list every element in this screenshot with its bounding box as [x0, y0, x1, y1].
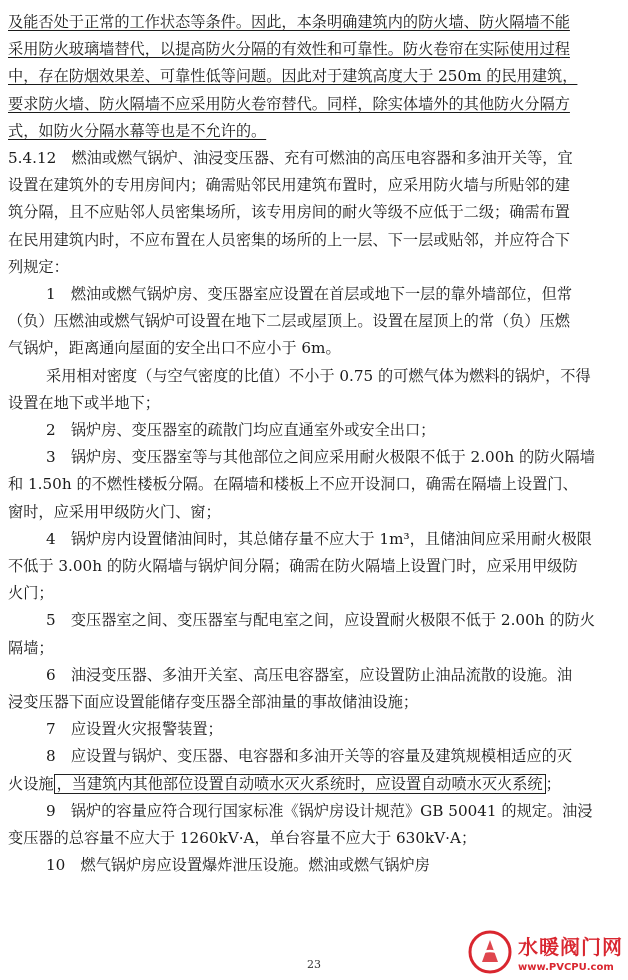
underlined-text: 中，存在防烟效果差、可靠性低等问题。因此对于建筑高度大于 250m 的民用建筑，	[8, 67, 578, 86]
text-segment: 火门；	[8, 584, 54, 603]
text-line	[0, 12, 628, 32]
text-segment: 4 锅炉房内设置储油间时，其总储存量不应大于 1m³，且储油间应采用耐火极限	[46, 529, 592, 548]
text-line	[0, 230, 628, 250]
underlined-text: 及能否处于正常的工作状态等条件。因此，本条明确建筑内的防火墙、防火隔墙不能	[8, 13, 570, 31]
text-segment: 列规定：	[8, 257, 69, 276]
text-segment: 1 燃油或燃气锅炉房、变压器室应设置在首层或地下一层的靠外墙部位，但常	[46, 285, 573, 303]
text-line	[0, 474, 628, 494]
text-line	[0, 502, 628, 522]
text-line	[0, 746, 628, 766]
text-segment: 筑分隔，且不应贴邻人员密集场所，该专用房间的耐火等级不应低于二级；确需布置	[8, 203, 570, 222]
text-line	[0, 175, 628, 195]
text-segment: 变压器的总容量不应大于 1260kV·A，单台容量不应大于 630kV·A；	[8, 829, 477, 847]
text-line	[0, 121, 628, 141]
watermark-logo-icon	[468, 930, 512, 974]
underlined-text: 要求防火墙、防火隔墙不应采用防火卷帘替代。同样，除实体墙外的其他防火分隔方	[8, 94, 570, 113]
text-segment: 2 锅炉房、变压器室的疏散门均应直通室外或安全出口；	[46, 421, 436, 439]
text-segment: 设置在地下或半地下；	[8, 393, 160, 412]
text-segment: 7 应设置火灾报警装置；	[46, 720, 223, 739]
text-segment: 3 锅炉房、变压器室等与其他部位之间应采用耐火极限不低于 2.00h 的防火隔墙	[46, 448, 595, 467]
text-segment: 采用相对密度（与空气密度的比值）不小于 0.75 的可燃气体为燃料的锅炉，不得	[46, 366, 591, 385]
text-line	[0, 338, 628, 358]
text-line	[0, 719, 628, 739]
text-segment: 气锅炉，距离通向屋面的安全出口不应小于 6m。	[8, 339, 341, 358]
watermark-url: www.PVCPU.com	[518, 962, 614, 973]
text-line	[0, 420, 628, 440]
text-segment: 5 变压器室之间、变压器室与配电室之间，应设置耐火极限不低于 2.00h 的防火	[46, 611, 595, 630]
text-segment: 10 燃气锅炉房应设置爆炸泄压设施。燃油或燃气锅炉房	[46, 856, 430, 875]
text-line	[0, 94, 628, 114]
text-line	[0, 148, 628, 168]
text-segment: ；	[545, 774, 561, 793]
text-line	[0, 828, 628, 848]
text-segment: 不低于 3.00h 的防火隔墙与锅炉间分隔；确需在防火隔墙上设置门时，应采用甲级防	[8, 557, 578, 575]
boxed-text-segment: ，当建筑内其他部位设置自动喷水灭火系统时，应设置自动喷水灭火系统	[54, 774, 546, 794]
text-line	[0, 39, 628, 59]
text-line	[0, 202, 628, 222]
text-segment: 和 1.50h 的不燃性楼板分隔。在隔墙和楼板上不应开设洞口，确需在隔墙上设置门、	[8, 475, 578, 494]
text-segment: （负）压燃油或燃气锅炉可设置在地下二层或屋顶上。设置在屋顶上的常（负）压燃	[8, 312, 570, 331]
text-line	[0, 447, 628, 467]
text-line	[0, 284, 628, 304]
text-line	[0, 665, 628, 685]
watermark	[468, 924, 628, 980]
watermark-name: 水暖阀门网	[518, 935, 623, 959]
page-number: 23	[307, 958, 321, 971]
text-line	[0, 610, 628, 630]
text-line	[0, 66, 628, 86]
text-line	[0, 556, 628, 576]
text-line	[0, 774, 628, 794]
underlined-text: 式，如防火分隔水幕等也是不允许的。	[8, 121, 267, 140]
text-segment: 9 锅炉的容量应符合现行国家标准《锅炉房设计规范》GB 50041 的规定。油浸	[46, 801, 593, 820]
text-segment: 窗时，应采用甲级防火门、窗；	[8, 502, 221, 521]
text-segment: 6 油浸变压器、多油开关室、高压电容器室，应设置防止油品流散的设施。油	[46, 665, 573, 684]
text-line	[0, 257, 628, 277]
text-line	[0, 855, 628, 875]
text-line	[0, 692, 628, 712]
text-segment: 浸变压器下面应设置能储存变压器全部油量的事故储油设施；	[8, 693, 419, 711]
text-line	[0, 366, 628, 386]
text-line	[0, 311, 628, 331]
underlined-text: 采用防火玻璃墙替代，以提高防火分隔的有效性和可靠性。防火卷帘在实际使用过程	[8, 40, 570, 59]
text-line	[0, 393, 628, 413]
text-segment: 在民用建筑内时，不应布置在人员密集的场所的上一层、下一层或贴邻，并应符合下	[8, 230, 570, 249]
text-line	[0, 638, 628, 658]
text-segment: 设置在建筑外的专用房间内；确需贴邻民用建筑布置时，应采用防火墙与所贴邻的建	[8, 176, 570, 195]
text-line	[0, 801, 628, 821]
text-segment: 隔墙；	[8, 638, 54, 657]
text-line	[0, 529, 628, 549]
text-segment: 火设施	[8, 774, 54, 793]
text-segment: 8 应设置与锅炉、变压器、电容器和多油开关等的容量及建筑规模相适应的灭	[46, 747, 573, 766]
text-segment: 5.4.12 燃油或燃气锅炉、油浸变压器、充有可燃油的高压电容器和多油开关等，宜	[8, 149, 573, 167]
text-line	[0, 583, 628, 603]
